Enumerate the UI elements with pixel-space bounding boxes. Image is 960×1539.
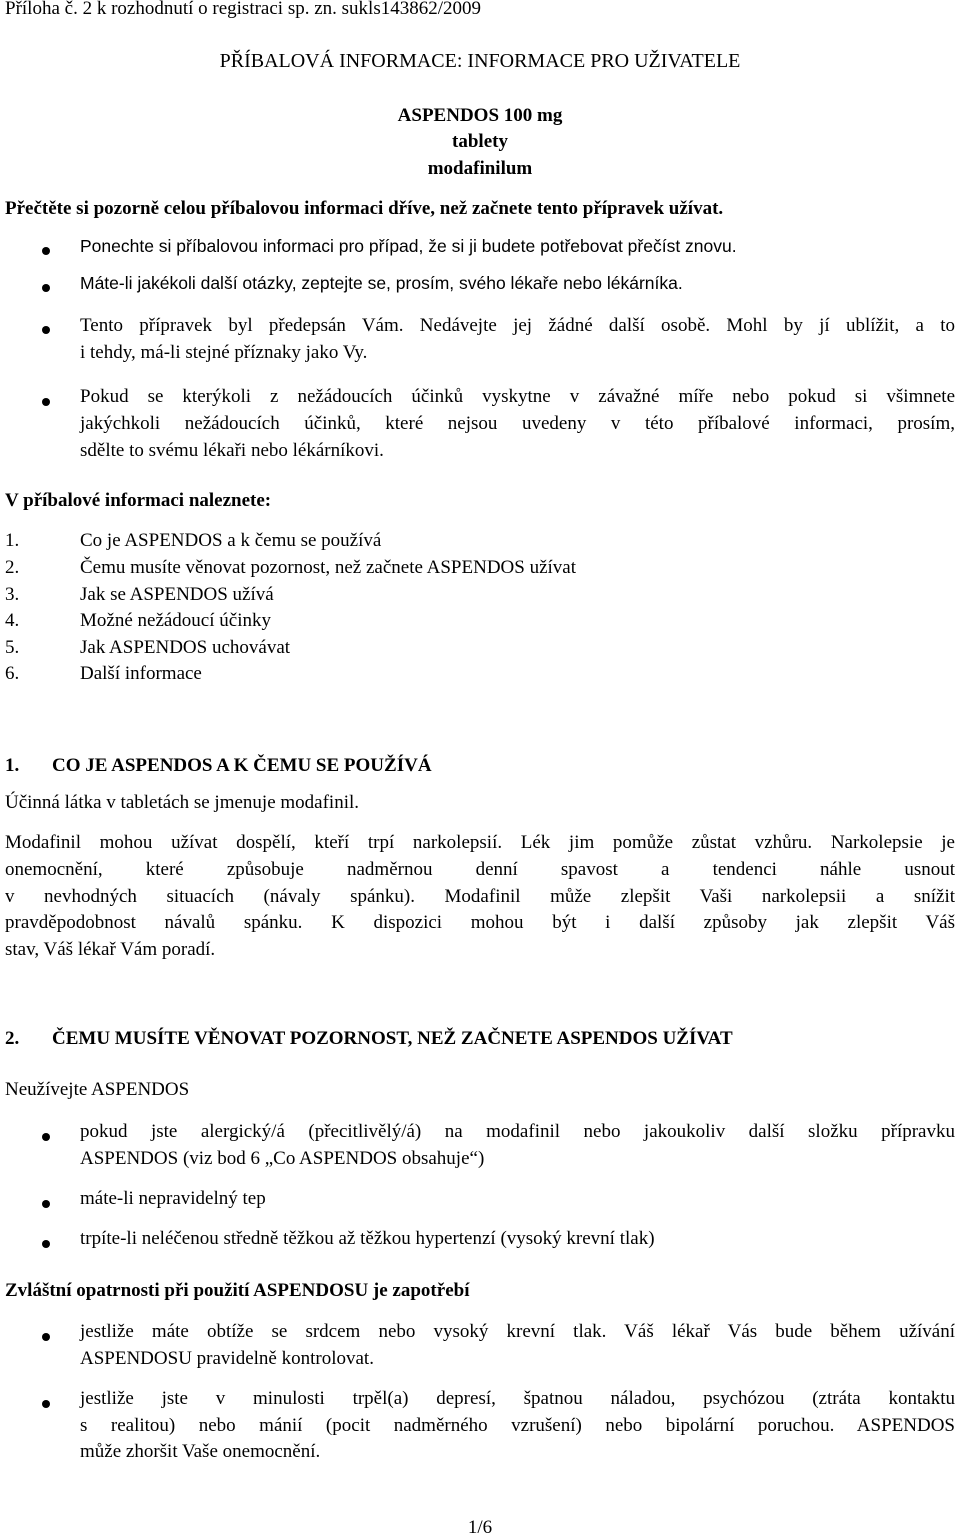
- intro-bullet-4-line-1: Pokud se kterýkoli z nežádoucích účinků vyskytne v závažné míře nebo pokud si všimnete: [80, 386, 955, 407]
- product-form: tablety: [452, 131, 508, 152]
- precaution-2-line-3: může zhoršit Vaše onemocnění.: [80, 1441, 321, 1462]
- precaution-1-line-2: ASPENDOSU pravidelně kontrolovat.: [80, 1348, 374, 1369]
- section-1-paragraph-2-line-5: stav, Váš lékař Vám poradí.: [5, 939, 216, 960]
- toc-num: 5.: [5, 637, 20, 658]
- section-2-title: ČEMU MUSÍTE VĚNOVAT POZORNOST, NEŽ ZAČNETE ASPENDOS UŽÍVAT: [52, 1028, 733, 1049]
- intro-bullet-4-line-3: sdělte to svému lékaři nebo lékárníkovi.: [80, 440, 384, 461]
- bullet-dot: [42, 398, 50, 406]
- contraindication-3: trpíte-li neléčenou středně těžkou až těžkou hypertenzí (vysoký krevní tlak): [80, 1228, 655, 1249]
- bullet-dot: [42, 1333, 50, 1341]
- section-1-paragraph-2-line-4: pravděpodobnost návalů spánku. K dispozici mohou být i další způsoby jak zlepšit Váš: [5, 912, 955, 933]
- header-note: Příloha č. 2 k rozhodnutí o registraci sp. zn. sukls143862/2009: [5, 0, 481, 19]
- section-2-number: 2.: [5, 1028, 20, 1049]
- toc-item-1: Co je ASPENDOS a k čemu se používá: [80, 530, 382, 551]
- toc-num: 4.: [5, 610, 20, 631]
- section-1-paragraph-2-line-1: Modafinil mohou užívat dospělí, kteří trpí narkolepsií. Lék jim pomůže zůstat vzhůru. Narkolepsie je: [5, 832, 955, 853]
- intro-bullet-1: Ponechte si příbalovou informaci pro případ, že si ji budete potřebovat přečíst znovu.: [80, 236, 737, 256]
- contraindication-2: máte-li nepravidelný tep: [80, 1188, 266, 1209]
- intro-bullet-4-line-2: jakýchkoli nežádoucích účinků, které nejsou uvedeny v této příbalové informaci, prosím,: [80, 413, 955, 434]
- intro-bullet-2: Máte-li jakékoli další otázky, zeptejte se, prosím, svého lékaře nebo lékárníka.: [80, 273, 683, 293]
- toc-num: 2.: [5, 557, 20, 578]
- bullet-dot: [42, 1133, 50, 1141]
- product-substance: modafinilum: [427, 158, 533, 179]
- doc-title: PŘÍBALOVÁ INFORMACE: INFORMACE PRO UŽIVATELE: [219, 50, 741, 72]
- bullet-dot: [42, 284, 50, 292]
- precaution-2-line-2: s realitou) nebo mánií (pocit nadměrného vzrušení) nebo bipolární poruchou. ASPENDOS: [80, 1415, 955, 1436]
- toc-item-3: Jak se ASPENDOS užívá: [80, 584, 274, 605]
- precaution-2-line-1: jestliže jste v minulosti trpěl(a) depresí, špatnou náladou, psychózou (ztráta kontaktu: [80, 1388, 955, 1409]
- bullet-dot: [42, 326, 50, 334]
- bullet-dot: [42, 1200, 50, 1208]
- toc-num: 6.: [5, 663, 20, 684]
- contraindication-1-line-2: ASPENDOS (viz bod 6 „Co ASPENDOS obsahuje“): [80, 1148, 485, 1169]
- section-1-paragraph-2-line-2: onemocnění, které způsobuje nadměrnou denní spavost a tendenci náhle usnout: [5, 859, 955, 880]
- toc-heading: V příbalové informaci naleznete:: [5, 490, 272, 511]
- bullet-dot: [42, 1240, 50, 1248]
- toc-num: 1.: [5, 530, 20, 551]
- section-1-paragraph-1: Účinná látka v tabletách se jmenuje modafinil.: [5, 792, 360, 813]
- section-1-title: CO JE ASPENDOS A K ČEMU SE POUŽÍVÁ: [52, 755, 432, 776]
- bullet-dot: [42, 247, 50, 255]
- toc-item-4: Možné nežádoucí účinky: [80, 610, 271, 631]
- product-name: ASPENDOS 100 mg: [397, 105, 563, 126]
- toc-item-5: Jak ASPENDOS uchovávat: [80, 637, 291, 658]
- section-1-paragraph-2-line-3: v nevhodných situacích (návaly spánku). Modafinil může zlepšit Vaši narkolepsii a snížit: [5, 886, 955, 907]
- contraindication-1-line-1: pokud jste alergický/á (přecitlivělý/á) na modafinil nebo jakoukoliv další složku přípravku: [80, 1121, 955, 1142]
- section-2-subheading-2: Zvláštní opatrnosti při použití ASPENDOSU je zapotřebí: [5, 1280, 470, 1301]
- section-1-number: 1.: [5, 755, 20, 776]
- toc-item-2: Čemu musíte věnovat pozornost, než začnete ASPENDOS užívat: [80, 557, 577, 578]
- section-2-subheading-1: Neužívejte ASPENDOS: [5, 1079, 190, 1100]
- page-number: 1/6: [467, 1517, 493, 1538]
- read-warning: Přečtěte si pozorně celou příbalovou informaci dříve, než začnete tento přípravek užívat.: [5, 198, 724, 219]
- toc-num: 3.: [5, 584, 20, 605]
- precaution-1-line-1: jestliže máte obtíže se srdcem nebo vysoký krevní tlak. Váš lékař Vás bude během užívání: [80, 1321, 955, 1342]
- intro-bullet-3-line-1: Tento přípravek byl předepsán Vám. Nedávejte jej žádné další osobě. Mohl by jí ublížit, a to: [80, 315, 955, 336]
- bullet-dot: [42, 1400, 50, 1408]
- intro-bullet-3-line-2: i tehdy, má-li stejné příznaky jako Vy.: [80, 342, 368, 363]
- toc-item-6: Další informace: [80, 663, 202, 684]
